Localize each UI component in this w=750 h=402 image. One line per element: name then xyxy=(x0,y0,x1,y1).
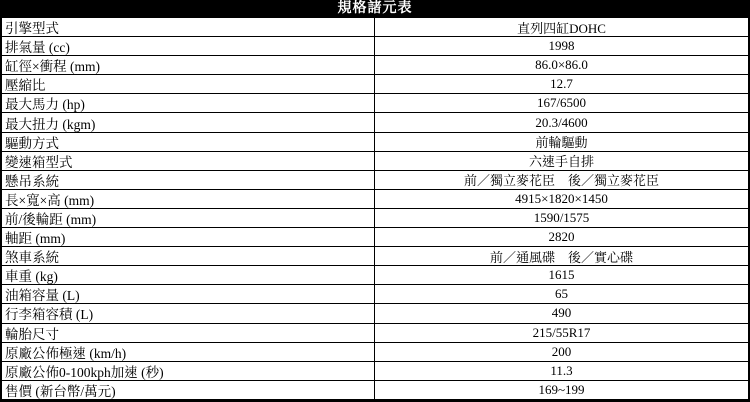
spec-row xyxy=(2,36,748,55)
spec-value: 65 xyxy=(555,286,568,302)
spec-row xyxy=(2,227,748,246)
spec-label: 原廠公佈0-100kph加速 (秒) xyxy=(2,362,375,380)
spec-value: 1615 xyxy=(548,267,575,283)
spec-row xyxy=(2,189,748,208)
spec-label: 驅動方式 xyxy=(2,133,375,151)
spec-table-body xyxy=(0,18,750,402)
spec-row xyxy=(2,342,748,361)
spec-label: 引擎型式 xyxy=(2,18,375,36)
spec-row xyxy=(2,55,748,74)
spec-label: 輪胎尺寸 xyxy=(2,324,375,342)
spec-value: 20.3/4600 xyxy=(535,114,588,130)
spec-value: 169~199 xyxy=(538,381,585,397)
spec-label: 售價 (新台幣/萬元) xyxy=(2,381,375,399)
spec-row xyxy=(2,284,748,303)
spec-row xyxy=(2,151,748,170)
spec-value: 2820 xyxy=(548,229,575,245)
spec-value: 11.3 xyxy=(550,362,573,378)
spec-label: 排氣量 (cc) xyxy=(2,37,375,55)
spec-label: 軸距 (mm) xyxy=(2,228,375,246)
spec-value: 前輪驅動 xyxy=(535,135,588,151)
spec-label: 壓縮比 xyxy=(2,75,375,93)
spec-value: 1590/1575 xyxy=(533,209,590,225)
spec-row xyxy=(2,132,748,151)
spec-label: 長×寬×高 (mm) xyxy=(2,190,375,208)
spec-label: 缸徑×衝程 (mm) xyxy=(2,56,375,74)
spec-value: 12.7 xyxy=(550,76,573,92)
spec-label: 煞車系統 xyxy=(2,247,375,265)
spec-label: 懸吊系統 xyxy=(2,171,375,189)
spec-row xyxy=(2,112,748,131)
spec-value: 1998 xyxy=(548,38,575,54)
spec-value: 200 xyxy=(551,343,572,359)
table-title: 規格諸元表 xyxy=(0,0,750,18)
spec-value: 前／通風碟 後／實心碟 xyxy=(489,249,633,265)
spec-value: 215/55R17 xyxy=(532,324,591,340)
spec-label: 最大扭力 (kgm) xyxy=(2,113,375,131)
spec-row xyxy=(2,380,748,399)
spec-row xyxy=(2,303,748,322)
spec-row xyxy=(2,246,748,265)
spec-row xyxy=(2,74,748,93)
spec-label: 車重 (kg) xyxy=(2,266,375,284)
spec-value: 直列四缸DOHC xyxy=(517,20,606,36)
spec-label: 原廠公佈極速 (km/h) xyxy=(2,343,375,361)
spec-row xyxy=(2,93,748,112)
spec-label: 最大馬力 (hp) xyxy=(2,94,375,112)
spec-value: 六速手自排 xyxy=(528,154,594,170)
spec-label: 變速箱型式 xyxy=(2,152,375,170)
spec-value: 前／獨立麥花臣 後／獨立麥花臣 xyxy=(463,173,659,189)
spec-value: 167/6500 xyxy=(536,95,587,111)
spec-label: 油箱容量 (L) xyxy=(2,285,375,303)
spec-row xyxy=(2,208,748,227)
spec-row xyxy=(2,361,748,380)
spec-value: 490 xyxy=(551,305,572,321)
spec-row xyxy=(2,170,748,189)
spec-row xyxy=(2,18,748,36)
spec-row xyxy=(2,323,748,342)
spec-label: 前/後輪距 (mm) xyxy=(2,209,375,227)
spec-row xyxy=(2,265,748,284)
spec-value: 86.0×86.0 xyxy=(535,57,588,73)
spec-label: 行李箱容積 (L) xyxy=(2,304,375,322)
spec-value: 4915×1820×1450 xyxy=(515,190,608,206)
